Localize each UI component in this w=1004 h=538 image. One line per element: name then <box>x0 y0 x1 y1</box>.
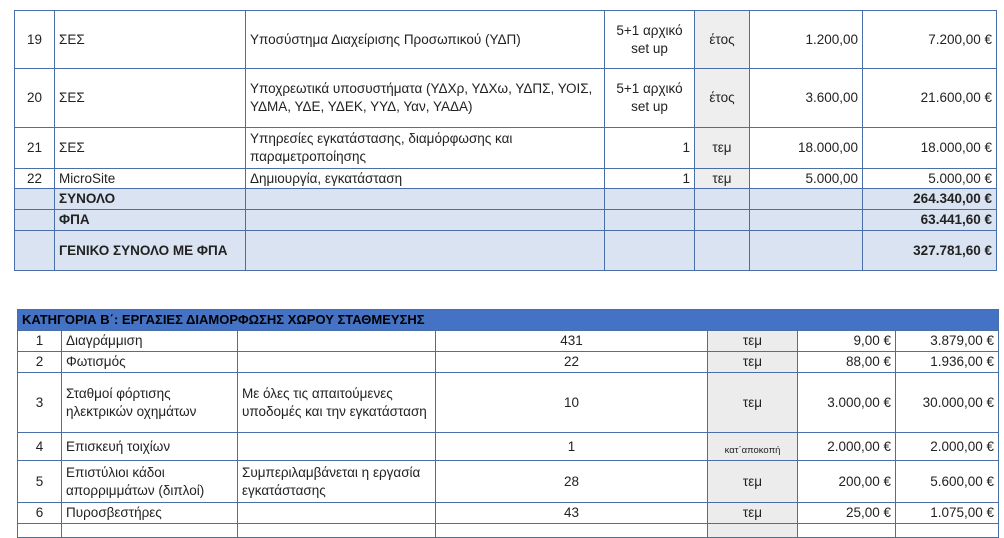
row-unit: τεμ <box>695 128 750 169</box>
row-number: 20 <box>15 69 55 128</box>
summary-row-grand-total <box>15 231 997 271</box>
row-organization: ΣΕΣ <box>55 11 246 69</box>
summary-value: 264.340,00 € <box>863 189 997 210</box>
summary-label: ΦΠΑ <box>55 210 246 231</box>
budget-table-top <box>14 10 997 271</box>
row-unit-price: 3.600,00 <box>750 69 863 128</box>
category-b-table <box>17 309 999 538</box>
row-note: Συμπεριλαμβάνεται η εργασία εγκατάστασης <box>238 461 436 503</box>
row-quantity: 10 <box>436 373 708 433</box>
row-quantity: 28 <box>436 461 708 503</box>
summary-row-total <box>15 189 997 210</box>
row-unit-price: 9,00 € <box>798 331 896 352</box>
row-unit: κατ΄αποκοπή <box>708 433 798 461</box>
row-note <box>238 331 436 352</box>
row-total: 3.879,00 € <box>896 331 999 352</box>
row-total: 2.000,00 € <box>896 433 999 461</box>
row-unit: τεμ <box>695 169 750 189</box>
row-number: 22 <box>15 169 55 189</box>
row-quantity: 43 <box>436 503 708 524</box>
row-number: 5 <box>18 461 62 503</box>
row-quantity: 1 <box>605 128 695 169</box>
row-description: Υποχρεωτικά υποσυστήματα (ΥΔΧρ, ΥΔΧω, ΥΔΠΣ, ΥΟΙΣ, ΥΔΜΑ, ΥΔΕ, ΥΔΕΚ, ΥΥΔ, Υαν, ΥΑΔΑ) <box>246 69 605 128</box>
row-number: 19 <box>15 11 55 69</box>
table-row <box>18 461 999 503</box>
table-row <box>15 11 997 69</box>
row-unit-price: 18.000,00 <box>750 128 863 169</box>
row-unit-price: 5.000,00 <box>750 169 863 189</box>
row-quantity: 1 <box>605 169 695 189</box>
row-quantity: 431 <box>436 331 708 352</box>
row-unit-price: 3.000,00 € <box>798 373 896 433</box>
table-row <box>15 169 997 189</box>
row-unit: τεμ <box>708 331 798 352</box>
row-unit-price: 1.200,00 <box>750 11 863 69</box>
category-title: ΚΑΤΗΓΟΡΙΑ Β΄: ΕΡΓΑΣΙΕΣ ΔΙΑΜΟΡΦΩΣΗΣ ΧΩΡΟΥ ΣΤΑΘΜΕΥΣΗΣ <box>18 310 999 331</box>
row-unit: τεμ <box>708 461 798 503</box>
row-total: 1.936,00 € <box>896 352 999 373</box>
row-number: 6 <box>18 503 62 524</box>
row-unit-price: 88,00 € <box>798 352 896 373</box>
table-row <box>15 69 997 128</box>
row-number: 21 <box>15 128 55 169</box>
row-description: Δημιουργία, εγκατάσταση <box>246 169 605 189</box>
row-number: 1 <box>18 331 62 352</box>
row-unit: τεμ <box>708 352 798 373</box>
row-unit: έτος <box>695 11 750 69</box>
summary-label: ΓΕΝΙΚΟ ΣΥΝΟΛΟ ΜΕ ΦΠΑ <box>55 231 246 271</box>
row-number: 3 <box>18 373 62 433</box>
row-total: 1.075,00 € <box>896 503 999 524</box>
summary-row-vat <box>15 210 997 231</box>
row-item: Επιστύλιοι κάδοι απορριμμάτων (διπλοί) <box>62 461 238 503</box>
table-row <box>18 433 999 461</box>
row-unit: τεμ <box>708 503 798 524</box>
row-unit-price: 25,00 € <box>798 503 896 524</box>
row-number: 4 <box>18 433 62 461</box>
row-organization: MicroSite <box>55 169 246 189</box>
row-quantity: 5+1 αρχικό set up <box>605 69 695 128</box>
row-total: 7.200,00 € <box>863 11 997 69</box>
row-unit: τεμ <box>708 373 798 433</box>
row-total: 18.000,00 € <box>863 128 997 169</box>
table-row <box>18 503 999 524</box>
row-unit-price: 2.000,00 € <box>798 433 896 461</box>
summary-label: ΣΥΝΟΛΟ <box>55 189 246 210</box>
row-total: 5.000,00 € <box>863 169 997 189</box>
row-unit-price: 200,00 € <box>798 461 896 503</box>
row-number: 2 <box>18 352 62 373</box>
row-note <box>238 352 436 373</box>
row-unit: έτος <box>695 69 750 128</box>
row-total: 30.000,00 € <box>896 373 999 433</box>
row-item: Σταθμοί φόρτισης ηλεκτρικών οχημάτων <box>62 373 238 433</box>
row-item: Φωτισμός <box>62 352 238 373</box>
row-quantity: 22 <box>436 352 708 373</box>
row-item: Πυροσβεστήρες <box>62 503 238 524</box>
row-description: Υποσύστημα Διαχείρισης Προσωπικού (ΥΔΠ) <box>246 11 605 69</box>
table-row <box>18 352 999 373</box>
row-total: 5.600,00 € <box>896 461 999 503</box>
table-row-partial <box>18 524 999 538</box>
row-quantity: 5+1 αρχικό set up <box>605 11 695 69</box>
row-quantity: 1 <box>436 433 708 461</box>
table-row <box>18 373 999 433</box>
row-note <box>238 503 436 524</box>
summary-value: 327.781,60 € <box>863 231 997 271</box>
category-header-row <box>18 310 999 331</box>
row-organization: ΣΕΣ <box>55 128 246 169</box>
row-organization: ΣΕΣ <box>55 69 246 128</box>
table-row <box>15 128 997 169</box>
row-note: Με όλες τις απαιτούμενες υποδομές και την εγκατάσταση <box>238 373 436 433</box>
row-description: Υπηρεσίες εγκατάστασης, διαμόρφωσης και παραμετροποίησης <box>246 128 605 169</box>
summary-value: 63.441,60 € <box>863 210 997 231</box>
row-note <box>238 433 436 461</box>
row-total: 21.600,00 € <box>863 69 997 128</box>
row-item: Επισκευή τοιχίων <box>62 433 238 461</box>
table-row <box>18 331 999 352</box>
row-item: Διαγράμμιση <box>62 331 238 352</box>
